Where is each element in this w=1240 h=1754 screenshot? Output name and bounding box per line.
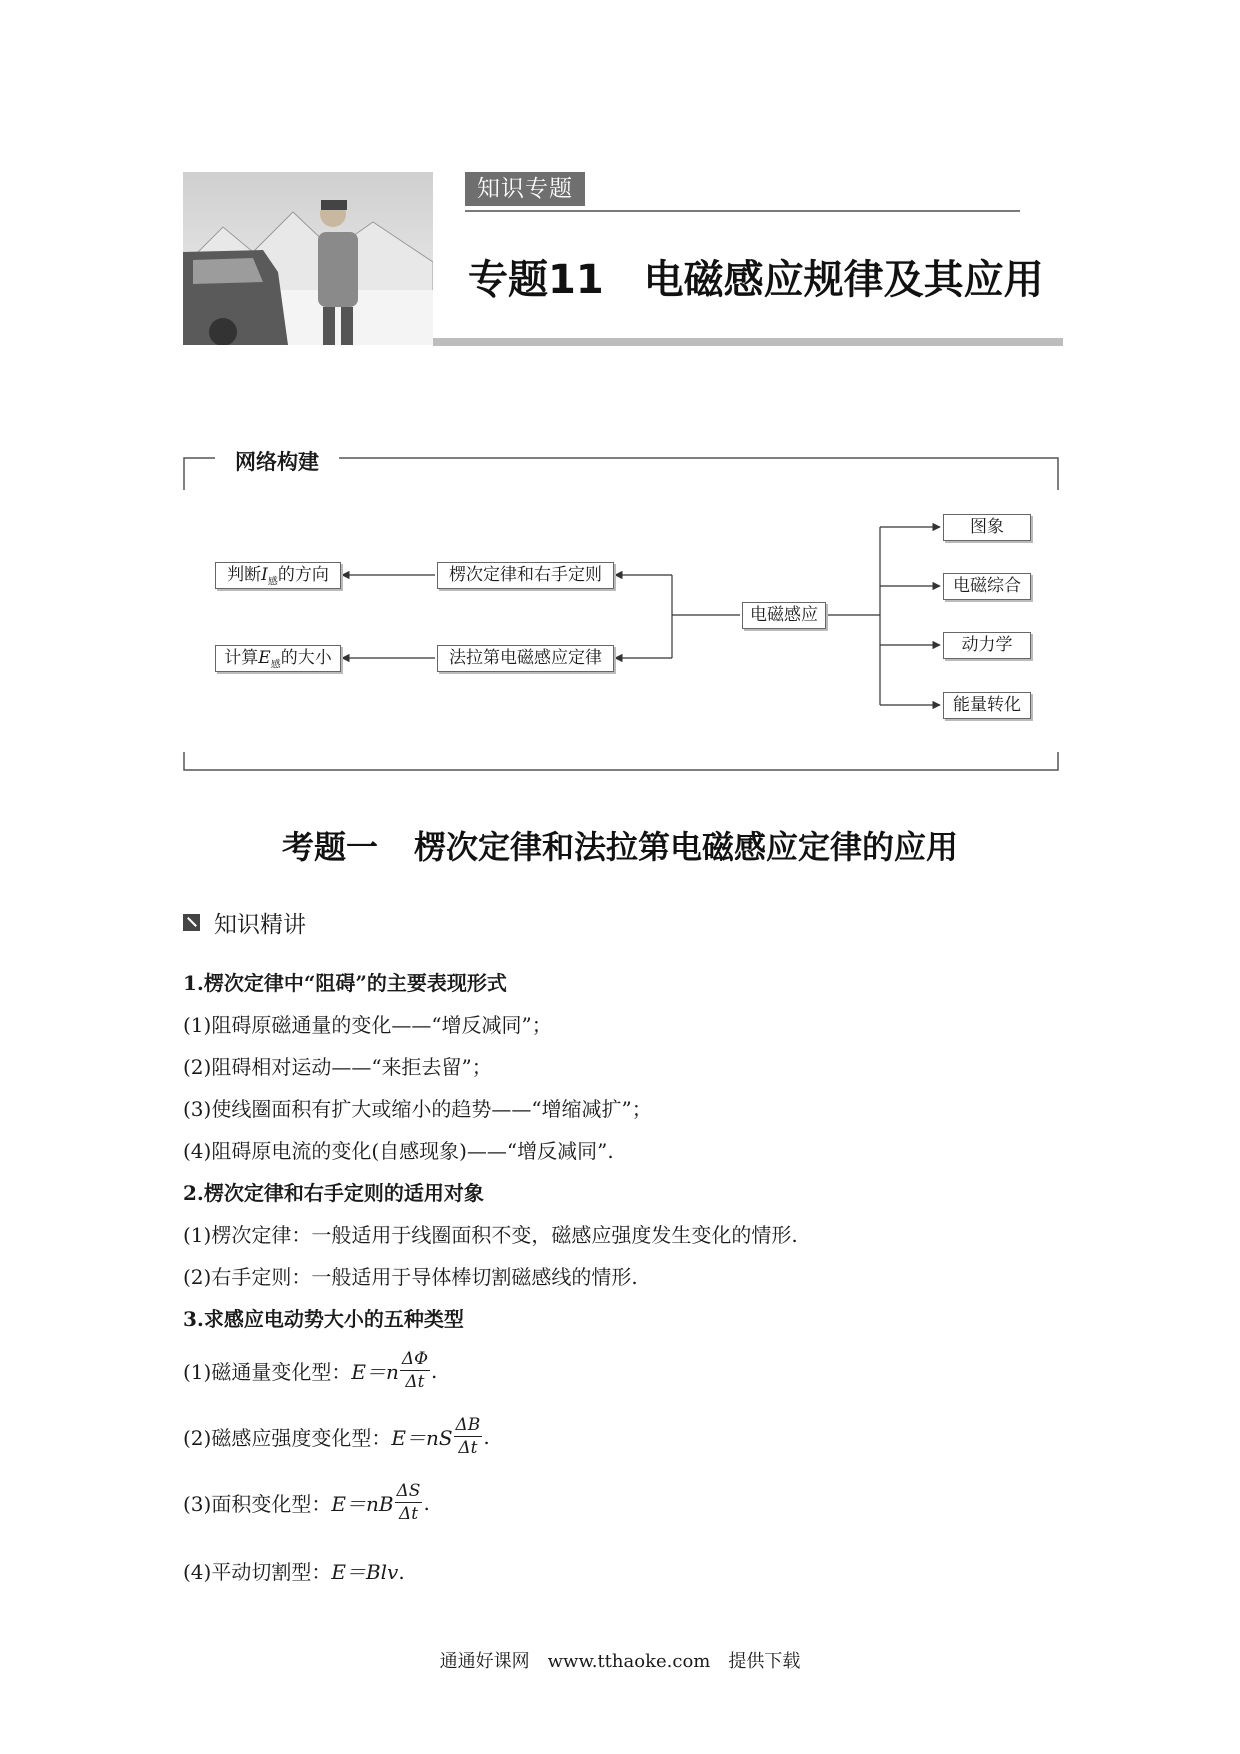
node-emf-magnitude-var: E xyxy=(258,648,271,668)
node-energy-conversion: 能量转化 xyxy=(943,692,1031,719)
text-line-3: (3)使线圈面积有扩大或缩小的趋势——“增缩减扩”； xyxy=(183,1097,652,1121)
section-title: 知识精讲 xyxy=(214,912,306,938)
formula-cutting-label: (4)平动切割型： xyxy=(183,1560,332,1584)
formula-field: (2)磁感应强度变化型： E＝nS $\frac{\Delta B}{\Delta t}$ . xyxy=(183,1415,490,1458)
node-current-direction-sub: 感 xyxy=(267,576,278,588)
formula-field-numerator: ΔB xyxy=(455,1415,481,1435)
formula-area: (3)面积变化型： E＝nB $\frac{\Delta S}{\Delta t}$ . xyxy=(183,1481,430,1524)
formula-field-label: (2)磁感应强度变化型： xyxy=(183,1426,392,1450)
node-emf-magnitude xyxy=(215,645,341,672)
node-graph: 图象 xyxy=(943,514,1031,541)
formula-flux-lhs: E＝n xyxy=(351,1360,399,1384)
topic-title: 楞次定律和法拉第电磁感应定律的应用 xyxy=(414,828,959,866)
formula-flux-denominator: Δt xyxy=(405,1372,425,1392)
formula-cutting: (4)平动切割型：E＝Blv. xyxy=(183,1560,405,1584)
node-em-comprehensive: 电磁综合 xyxy=(943,573,1031,600)
heading-1: 1.楞次定律中“阻碍”的主要表现形式 xyxy=(183,971,507,995)
formula-area-numerator: ΔS xyxy=(396,1481,421,1501)
text-line-2: (2)阻碍相对运动——“来拒去留”； xyxy=(183,1055,492,1079)
page-title: 专题11 电磁感应规律及其应用 xyxy=(468,257,1044,303)
footer-text: 通通好课网 www.tthaoke.com 提供下载 xyxy=(439,1651,801,1672)
formula-field-fraction xyxy=(454,1414,483,1459)
formula-area-fraction xyxy=(395,1480,423,1525)
formula-field-lhs: E＝nS xyxy=(391,1426,453,1450)
node-emf-magnitude-sub: 感 xyxy=(270,659,281,671)
header-tag: 知识专题 xyxy=(465,172,585,206)
node-emf-magnitude-pre: 计算 xyxy=(224,648,259,668)
formula-area-label: (3)面积变化型： xyxy=(183,1492,332,1516)
topic-number: 考题一 xyxy=(281,828,378,866)
heading-3: 3.求感应电动势大小的五种类型 xyxy=(183,1307,464,1331)
topic-heading xyxy=(0,822,1240,868)
node-current-direction-post: 的方向 xyxy=(277,565,329,585)
section-heading xyxy=(183,906,306,939)
node-current-direction xyxy=(215,562,341,589)
text-line-4: (4)阻碍原电流的变化(自感现象)——“增反减同”. xyxy=(183,1139,614,1163)
formula-area-lhs: E＝nB xyxy=(331,1492,394,1516)
formula-flux-numerator: ΔΦ xyxy=(401,1349,429,1369)
node-electromagnetic-induction: 电磁感应 xyxy=(742,602,826,629)
formula-flux-fraction xyxy=(400,1348,430,1393)
formula-field-denominator: Δt xyxy=(458,1438,478,1458)
node-faraday-law: 法拉第电磁感应定律 xyxy=(437,645,614,672)
node-current-direction-pre: 判断 xyxy=(227,565,262,585)
text-line-5: (1)楞次定律：一般适用于线圈面积不变，磁感应强度发生变化的情形. xyxy=(183,1223,798,1247)
network-heading: 网络构建 xyxy=(215,446,339,476)
heading-2: 2.楞次定律和右手定则的适用对象 xyxy=(183,1181,484,1205)
text-line-1: (1)阻碍原磁通量的变化——“增反减同”； xyxy=(183,1013,552,1037)
formula-cutting-expr: E＝Blv xyxy=(331,1560,399,1584)
formula-flux: (1)磁通量变化型： E＝n $\frac{\Delta\Phi}{\Delta t}$ . xyxy=(183,1349,438,1392)
formula-area-denominator: Δt xyxy=(398,1504,419,1524)
section-marker-icon xyxy=(183,914,200,931)
text-line-6: (2)右手定则：一般适用于导体棒切割磁感线的情形. xyxy=(183,1265,638,1289)
formula-flux-label: (1)磁通量变化型： xyxy=(183,1360,352,1384)
node-lenz-right-hand: 楞次定律和右手定则 xyxy=(437,562,614,589)
node-current-direction-var: I xyxy=(261,565,268,585)
node-dynamics: 动力学 xyxy=(943,632,1031,659)
node-emf-magnitude-post: 的大小 xyxy=(280,648,332,668)
